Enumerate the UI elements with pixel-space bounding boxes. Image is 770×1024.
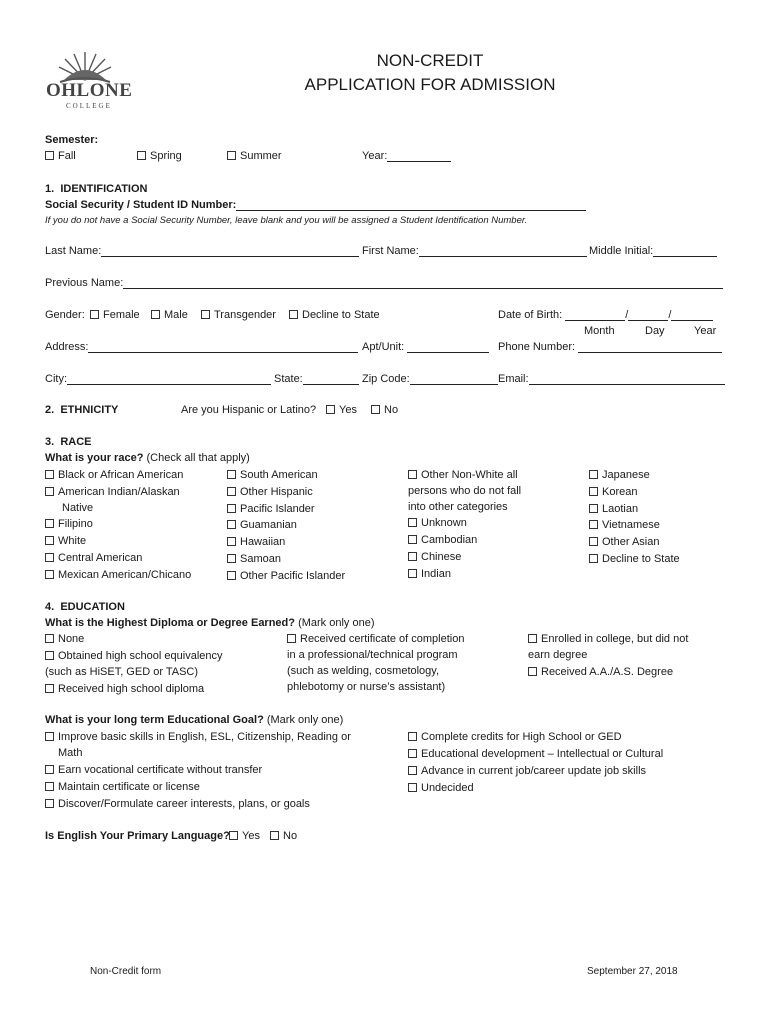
gender-female[interactable]: Female xyxy=(90,309,140,321)
checkbox-icon[interactable] xyxy=(137,151,146,160)
checkbox-icon[interactable] xyxy=(589,504,598,513)
checkbox-icon[interactable] xyxy=(408,783,417,792)
checkbox-icon[interactable] xyxy=(45,684,54,693)
sunburst-logo-icon xyxy=(44,50,126,84)
dob-day-label: Day xyxy=(645,325,665,337)
race-option[interactable]: Indian xyxy=(408,568,451,580)
semester-spring[interactable]: Spring xyxy=(137,150,182,162)
checkbox-icon[interactable] xyxy=(227,520,236,529)
goal-improve-cont: Math xyxy=(58,747,83,759)
race-option[interactable]: Korean xyxy=(589,486,637,498)
checkbox-icon[interactable] xyxy=(408,569,417,578)
checkbox-icon[interactable] xyxy=(151,310,160,319)
middle-initial-field[interactable]: Middle Initial: xyxy=(589,245,717,257)
race-question: What is your race? (Check all that apply) xyxy=(45,452,250,464)
checkbox-icon[interactable] xyxy=(408,535,417,544)
goal-discover[interactable]: Discover/Formulate career interests, plans, or goals xyxy=(45,798,310,810)
goal-development[interactable]: Educational development – Intellectual or Cultural xyxy=(408,748,663,760)
race-option[interactable]: Other Hispanic xyxy=(227,486,313,498)
race-option[interactable]: Chinese xyxy=(408,551,461,563)
apt-field[interactable]: Apt/Unit: xyxy=(362,341,489,353)
state-field[interactable]: State: xyxy=(274,373,359,385)
checkbox-icon[interactable] xyxy=(589,537,598,546)
checkbox-icon[interactable] xyxy=(45,799,54,808)
race-option[interactable]: Unknown xyxy=(408,517,467,529)
checkbox-icon[interactable] xyxy=(408,732,417,741)
english-question: Is English Your Primary Language? xyxy=(45,830,230,842)
last-name-field[interactable]: Last Name: xyxy=(45,245,359,257)
race-option[interactable]: Decline to State xyxy=(589,553,680,565)
race-option[interactable]: Hawaiian xyxy=(227,536,285,548)
race-option[interactable]: Vietnamese xyxy=(589,519,660,531)
identification-heading: 1. IDENTIFICATION xyxy=(45,183,148,195)
checkbox-icon[interactable] xyxy=(528,667,537,676)
checkbox-icon[interactable] xyxy=(408,552,417,561)
race-option[interactable]: Other Pacific Islander xyxy=(227,570,345,582)
race-option[interactable]: Cambodian xyxy=(408,534,477,546)
race-option-cont: into other categories xyxy=(408,501,508,513)
checkbox-icon[interactable] xyxy=(326,405,335,414)
diploma-equivalency-cont: (such as HiSET, GED or TASC) xyxy=(45,666,199,678)
race-option[interactable]: Japanese xyxy=(589,469,650,481)
goal-vocational[interactable]: Earn vocational certificate without transfer xyxy=(45,764,262,776)
zip-field[interactable]: Zip Code: xyxy=(362,373,498,385)
city-field[interactable]: City: xyxy=(45,373,271,385)
gender-transgender[interactable]: Transgender xyxy=(201,309,276,321)
checkbox-icon[interactable] xyxy=(408,518,417,527)
checkbox-icon[interactable] xyxy=(45,151,54,160)
semester-summer[interactable]: Summer xyxy=(227,150,282,162)
checkbox-icon[interactable] xyxy=(45,570,54,579)
semester-label: Semester: xyxy=(45,134,99,146)
dob-year-label: Year xyxy=(694,325,717,337)
previous-name-field[interactable]: Previous Name: xyxy=(45,277,723,289)
gender-label: Gender: xyxy=(45,309,85,321)
checkbox-icon[interactable] xyxy=(90,310,99,319)
checkbox-icon[interactable] xyxy=(227,151,236,160)
race-option[interactable]: American Indian/Alaskan xyxy=(45,486,180,498)
checkbox-icon[interactable] xyxy=(408,766,417,775)
race-option[interactable]: Central American xyxy=(45,552,142,564)
checkbox-icon[interactable] xyxy=(227,537,236,546)
english-yes[interactable]: Yes xyxy=(229,830,260,842)
race-option-cont: Native xyxy=(62,502,94,514)
checkbox-icon[interactable] xyxy=(201,310,210,319)
checkbox-icon[interactable] xyxy=(227,504,236,513)
year-field[interactable]: Year: xyxy=(362,150,451,162)
race-option[interactable]: Laotian xyxy=(589,503,638,515)
race-option[interactable]: Filipino xyxy=(45,518,93,530)
goal-question: What is your long term Educational Goal? (Mark only one) xyxy=(45,714,344,726)
first-name-field[interactable]: First Name: xyxy=(362,245,587,257)
goal-maintain[interactable]: Maintain certificate or license xyxy=(45,781,200,793)
ethnicity-yes[interactable]: Yes xyxy=(326,404,357,416)
logo-name: OHLONE xyxy=(46,80,133,101)
diploma-certificate-cont: (such as welding, cosmetology, xyxy=(287,665,440,677)
diploma-none[interactable]: None xyxy=(45,633,84,645)
checkbox-icon[interactable] xyxy=(45,634,54,643)
checkbox-icon[interactable] xyxy=(289,310,298,319)
race-option[interactable]: Guamanian xyxy=(227,519,297,531)
footer-form-name: Non-Credit form xyxy=(90,966,162,977)
checkbox-icon[interactable] xyxy=(287,634,296,643)
checkbox-icon[interactable] xyxy=(45,651,54,660)
checkbox-icon[interactable] xyxy=(227,554,236,563)
race-option-cont: persons who do not fall xyxy=(408,485,522,497)
gender-decline[interactable]: Decline to State xyxy=(289,309,380,321)
dob-month-label: Month xyxy=(584,325,615,337)
checkbox-icon[interactable] xyxy=(45,487,54,496)
race-option[interactable]: Other Non-White all xyxy=(408,469,518,481)
checkbox-icon[interactable] xyxy=(227,487,236,496)
english-no[interactable]: No xyxy=(270,830,297,842)
checkbox-icon[interactable] xyxy=(408,749,417,758)
gender-male[interactable]: Male xyxy=(151,309,188,321)
logo-sub: COLLEGE xyxy=(66,102,112,110)
diploma-enrolled[interactable]: Enrolled in college, but did not xyxy=(528,633,688,645)
ethnicity-question: Are you Hispanic or Latino? xyxy=(181,404,317,416)
ssn-note: If you do not have a Social Security Number, leave blank and you will be assigned a Student Identification Number. xyxy=(45,215,528,226)
checkbox-icon[interactable] xyxy=(45,765,54,774)
email-field[interactable]: Email: xyxy=(498,373,725,385)
race-option[interactable]: Mexican American/Chicano xyxy=(45,569,191,581)
diploma-aa[interactable]: Received A.A./A.S. Degree xyxy=(528,666,673,678)
dob-field[interactable]: Date of Birth: / / xyxy=(498,309,713,321)
diploma-certificate[interactable]: Received certificate of completion xyxy=(287,633,464,645)
checkbox-icon[interactable] xyxy=(270,831,279,840)
goal-undecided[interactable]: Undecided xyxy=(408,782,474,794)
race-option[interactable]: Other Asian xyxy=(589,536,659,548)
race-option[interactable]: Samoan xyxy=(227,553,281,565)
diploma-certificate-cont: in a professional/technical program xyxy=(287,649,458,661)
education-heading: 4. EDUCATION xyxy=(45,601,125,613)
phone-field[interactable]: Phone Number: xyxy=(498,341,722,353)
checkbox-icon[interactable] xyxy=(371,405,380,414)
diploma-equivalency[interactable]: Obtained high school equivalency xyxy=(45,650,223,662)
goal-advance[interactable]: Advance in current job/career update job skills xyxy=(408,765,646,777)
race-option[interactable]: White xyxy=(45,535,86,547)
checkbox-icon[interactable] xyxy=(45,470,54,479)
form-title-line2: APPLICATION FOR ADMISSION xyxy=(304,75,556,94)
checkbox-icon[interactable] xyxy=(45,536,54,545)
checkbox-icon[interactable] xyxy=(227,470,236,479)
semester-fall[interactable]: Fall xyxy=(45,150,76,162)
ethnicity-no[interactable]: No xyxy=(371,404,398,416)
checkbox-icon[interactable] xyxy=(45,732,54,741)
checkbox-icon[interactable] xyxy=(45,553,54,562)
diploma-enrolled-cont: earn degree xyxy=(528,649,588,661)
college-logo xyxy=(44,50,133,110)
diploma-hs[interactable]: Received high school diploma xyxy=(45,683,204,695)
race-option[interactable]: Black or African American xyxy=(45,469,183,481)
footer-date: September 27, 2018 xyxy=(587,966,678,977)
ssn-field[interactable]: Social Security / Student ID Number: xyxy=(45,199,586,211)
address-field[interactable]: Address: xyxy=(45,341,358,353)
diploma-certificate-cont: phlebotomy or nurse’s assistant) xyxy=(287,681,446,693)
checkbox-icon[interactable] xyxy=(528,634,537,643)
checkbox-icon[interactable] xyxy=(408,470,417,479)
checkbox-icon[interactable] xyxy=(45,782,54,791)
form-title-line1: NON-CREDIT xyxy=(376,51,484,70)
checkbox-icon[interactable] xyxy=(45,519,54,528)
goal-improve[interactable]: Improve basic skills in English, ESL, Citizenship, Reading or xyxy=(45,731,351,743)
checkbox-icon[interactable] xyxy=(229,831,238,840)
checkbox-icon[interactable] xyxy=(589,470,598,479)
checkbox-icon[interactable] xyxy=(589,520,598,529)
race-option[interactable]: South American xyxy=(227,469,318,481)
race-heading: 3. RACE xyxy=(45,436,92,448)
checkbox-icon[interactable] xyxy=(227,571,236,580)
checkbox-icon[interactable] xyxy=(589,487,598,496)
race-option[interactable]: Pacific Islander xyxy=(227,503,315,515)
diploma-question: What is the Highest Diploma or Degree Earned? (Mark only one) xyxy=(45,617,375,629)
goal-complete[interactable]: Complete credits for High School or GED xyxy=(408,731,622,743)
ethnicity-heading: 2. ETHNICITY xyxy=(45,404,119,416)
checkbox-icon[interactable] xyxy=(589,554,598,563)
